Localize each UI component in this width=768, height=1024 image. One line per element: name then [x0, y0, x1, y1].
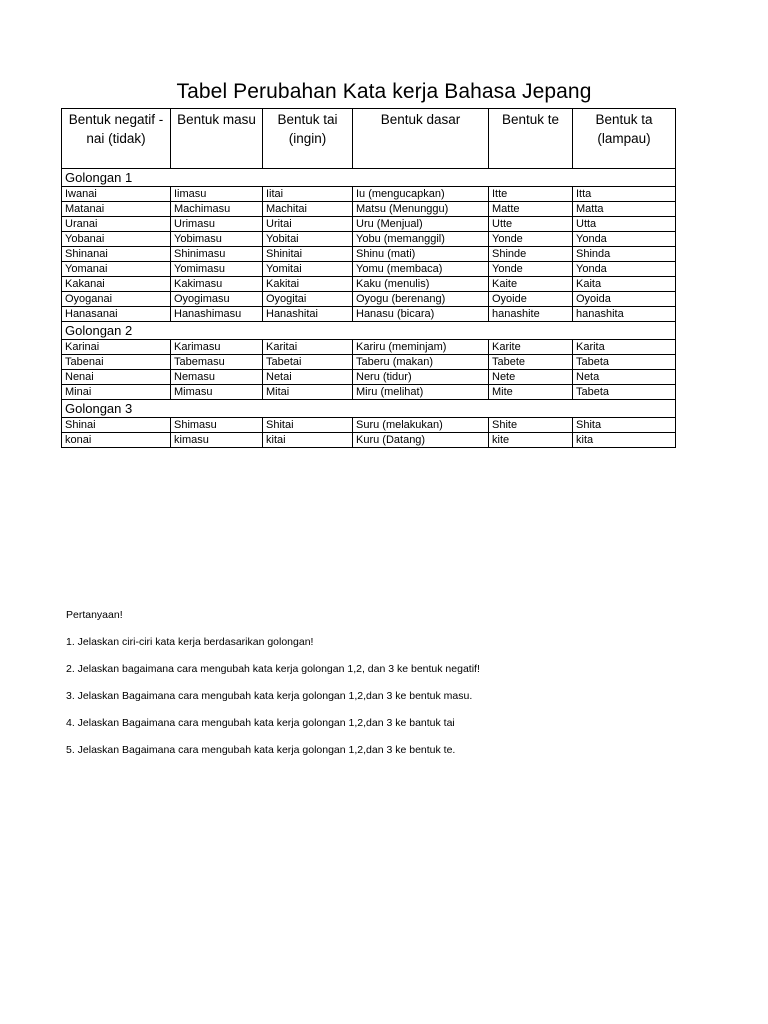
- questions-heading: Pertanyaan!: [66, 609, 123, 621]
- cell-dasar: Matsu (Menunggu): [353, 202, 489, 217]
- group-label: Golongan 1: [62, 169, 676, 187]
- question-item: 3. Jelaskan Bagaimana cara mengubah kata kerja golongan 1,2,dan 3 ke bentuk masu.: [66, 690, 473, 702]
- cell-masu: Yomimasu: [171, 262, 263, 277]
- cell-dasar: Kariru (meminjam): [353, 340, 489, 355]
- verb-conjugation-table: [61, 108, 676, 448]
- cell-dasar: Hanasu (bicara): [353, 307, 489, 322]
- cell-negatif: Yomanai: [62, 262, 171, 277]
- cell-dasar: Kuru (Datang): [353, 433, 489, 448]
- cell-dasar: Yomu (membaca): [353, 262, 489, 277]
- cell-ta: hanashita: [573, 307, 676, 322]
- cell-dasar: Neru (tidur): [353, 370, 489, 385]
- cell-ta: Yonda: [573, 232, 676, 247]
- cell-te: Itte: [489, 187, 573, 202]
- table-row: [62, 187, 676, 202]
- cell-tai: Shitai: [263, 418, 353, 433]
- table-row: [62, 433, 676, 448]
- header-negatif: Bentuk negatif -nai (tidak): [62, 109, 171, 169]
- question-item: 1. Jelaskan ciri-ciri kata kerja berdasarikan golongan!: [66, 636, 314, 648]
- cell-negatif: Uranai: [62, 217, 171, 232]
- cell-tai: Iitai: [263, 187, 353, 202]
- cell-tai: Oyogitai: [263, 292, 353, 307]
- cell-dasar: Miru (melihat): [353, 385, 489, 400]
- cell-tai: Netai: [263, 370, 353, 385]
- header-tai: Bentuk tai (ingin): [263, 109, 353, 169]
- cell-masu: Tabemasu: [171, 355, 263, 370]
- cell-te: Mite: [489, 385, 573, 400]
- cell-ta: Shita: [573, 418, 676, 433]
- cell-dasar: Kaku (menulis): [353, 277, 489, 292]
- cell-negatif: Yobanai: [62, 232, 171, 247]
- cell-ta: Tabeta: [573, 385, 676, 400]
- cell-te: Shite: [489, 418, 573, 433]
- header-dasar: Bentuk dasar: [353, 109, 489, 169]
- cell-negatif: Kakanai: [62, 277, 171, 292]
- cell-dasar: Iu (mengucapkan): [353, 187, 489, 202]
- table-row: [62, 418, 676, 433]
- cell-ta: Karita: [573, 340, 676, 355]
- cell-ta: Itta: [573, 187, 676, 202]
- cell-negatif: Minai: [62, 385, 171, 400]
- question-item: 2. Jelaskan bagaimana cara mengubah kata kerja golongan 1,2, dan 3 ke bentuk negatif!: [66, 663, 480, 675]
- cell-masu: Oyogimasu: [171, 292, 263, 307]
- table-row: [62, 370, 676, 385]
- group-row: [62, 322, 676, 340]
- table-row: [62, 262, 676, 277]
- cell-te: Utte: [489, 217, 573, 232]
- table-row: [62, 385, 676, 400]
- cell-negatif: Iwanai: [62, 187, 171, 202]
- cell-te: Shinde: [489, 247, 573, 262]
- cell-tai: Mitai: [263, 385, 353, 400]
- cell-tai: Hanashitai: [263, 307, 353, 322]
- table-row: [62, 232, 676, 247]
- cell-negatif: Shinai: [62, 418, 171, 433]
- question-item: 4. Jelaskan Bagaimana cara mengubah kata kerja golongan 1,2,dan 3 ke bantuk tai: [66, 717, 455, 729]
- cell-masu: Iimasu: [171, 187, 263, 202]
- cell-tai: Kakitai: [263, 277, 353, 292]
- cell-masu: kimasu: [171, 433, 263, 448]
- cell-te: Nete: [489, 370, 573, 385]
- cell-dasar: Shinu (mati): [353, 247, 489, 262]
- cell-ta: kita: [573, 433, 676, 448]
- cell-masu: Karimasu: [171, 340, 263, 355]
- table-row: [62, 247, 676, 262]
- cell-dasar: Uru (Menjual): [353, 217, 489, 232]
- cell-masu: Machimasu: [171, 202, 263, 217]
- cell-tai: Uritai: [263, 217, 353, 232]
- cell-masu: Hanashimasu: [171, 307, 263, 322]
- group-label: Golongan 2: [62, 322, 676, 340]
- table-body: [62, 169, 676, 448]
- cell-ta: Tabeta: [573, 355, 676, 370]
- question-item: 5. Jelaskan Bagaimana cara mengubah kata kerja golongan 1,2,dan 3 ke bentuk te.: [66, 744, 456, 756]
- cell-masu: Nemasu: [171, 370, 263, 385]
- cell-ta: Neta: [573, 370, 676, 385]
- table-row: [62, 202, 676, 217]
- cell-tai: Yomitai: [263, 262, 353, 277]
- cell-negatif: Nenai: [62, 370, 171, 385]
- cell-dasar: Yobu (memanggil): [353, 232, 489, 247]
- cell-tai: Machitai: [263, 202, 353, 217]
- cell-te: Oyoide: [489, 292, 573, 307]
- table-row: [62, 292, 676, 307]
- cell-dasar: Suru (melakukan): [353, 418, 489, 433]
- cell-tai: Yobitai: [263, 232, 353, 247]
- cell-dasar: Oyogu (berenang): [353, 292, 489, 307]
- cell-te: Karite: [489, 340, 573, 355]
- cell-ta: Utta: [573, 217, 676, 232]
- cell-ta: Kaita: [573, 277, 676, 292]
- cell-masu: Yobimasu: [171, 232, 263, 247]
- cell-negatif: Karinai: [62, 340, 171, 355]
- cell-tai: Tabetai: [263, 355, 353, 370]
- cell-negatif: Tabenai: [62, 355, 171, 370]
- header-ta: Bentuk ta (lampau): [573, 109, 676, 169]
- cell-te: Tabete: [489, 355, 573, 370]
- cell-masu: Mimasu: [171, 385, 263, 400]
- cell-dasar: Taberu (makan): [353, 355, 489, 370]
- questions-section: [66, 609, 746, 771]
- cell-ta: Matta: [573, 202, 676, 217]
- cell-te: Yonde: [489, 262, 573, 277]
- table-row: [62, 217, 676, 232]
- cell-negatif: Matanai: [62, 202, 171, 217]
- cell-masu: Shinimasu: [171, 247, 263, 262]
- cell-masu: Urimasu: [171, 217, 263, 232]
- group-row: [62, 400, 676, 418]
- table-row: [62, 277, 676, 292]
- cell-tai: Shinitai: [263, 247, 353, 262]
- cell-tai: Karitai: [263, 340, 353, 355]
- cell-ta: Shinda: [573, 247, 676, 262]
- group-row: [62, 169, 676, 187]
- cell-tai: kitai: [263, 433, 353, 448]
- group-label: Golongan 3: [62, 400, 676, 418]
- cell-te: Yonde: [489, 232, 573, 247]
- table-row: [62, 340, 676, 355]
- cell-te: Matte: [489, 202, 573, 217]
- cell-negatif: Shinanai: [62, 247, 171, 262]
- cell-negatif: Oyoganai: [62, 292, 171, 307]
- header-te: Bentuk te: [489, 109, 573, 169]
- table-row: [62, 307, 676, 322]
- cell-ta: Yonda: [573, 262, 676, 277]
- table-header-row: [62, 109, 676, 169]
- cell-masu: Kakimasu: [171, 277, 263, 292]
- cell-te: kite: [489, 433, 573, 448]
- table-row: [62, 355, 676, 370]
- cell-te: hanashite: [489, 307, 573, 322]
- cell-negatif: konai: [62, 433, 171, 448]
- page-title: Tabel Perubahan Kata kerja Bahasa Jepang: [176, 80, 592, 104]
- cell-negatif: Hanasanai: [62, 307, 171, 322]
- cell-te: Kaite: [489, 277, 573, 292]
- cell-ta: Oyoida: [573, 292, 676, 307]
- header-masu: Bentuk masu: [171, 109, 263, 169]
- cell-masu: Shimasu: [171, 418, 263, 433]
